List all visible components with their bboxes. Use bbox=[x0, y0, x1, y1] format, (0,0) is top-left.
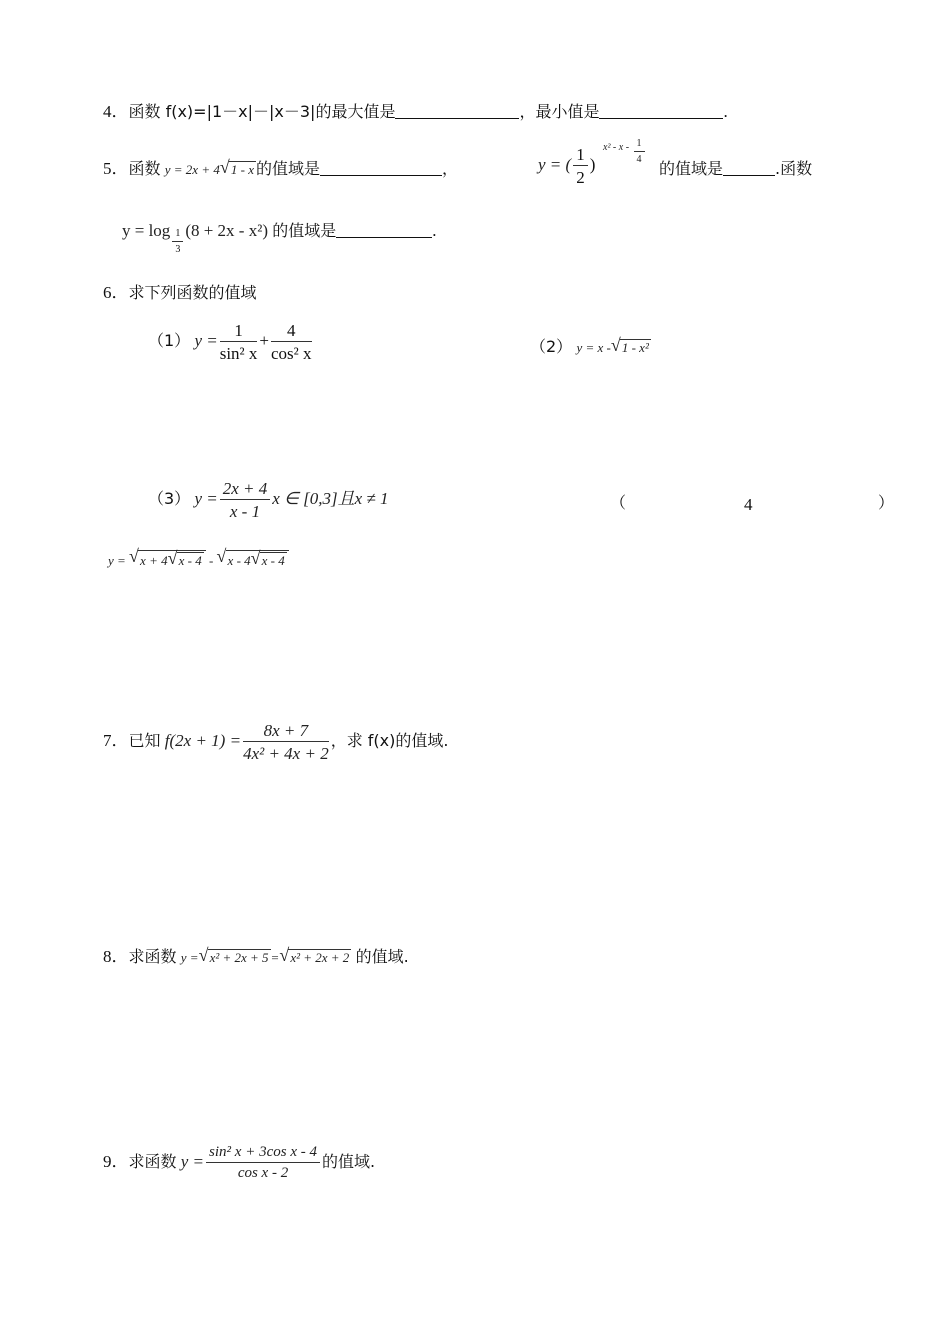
q6-p4-label: 4 bbox=[744, 495, 753, 514]
q7-frac bbox=[243, 722, 329, 762]
q6-p4-sqrt1-inner: √ x - 4 bbox=[167, 548, 202, 568]
q5-expr2-close: ) bbox=[589, 154, 596, 174]
q5-log-arg: (8 + 2x - x²) bbox=[185, 221, 268, 240]
q5-line2 bbox=[122, 222, 437, 255]
q5-exp-frac bbox=[634, 139, 645, 165]
q6-part2 bbox=[530, 335, 651, 356]
q6-p4-rad1a: x + 4 bbox=[140, 553, 168, 568]
q6-p1-f1-den: sin² x bbox=[219, 344, 258, 363]
q6-p3-frac bbox=[220, 480, 271, 520]
q6-p1-frac2 bbox=[271, 322, 312, 362]
q8-rad1: x² + 2x + 5 bbox=[209, 950, 269, 965]
q4-text: 函数 f(x)=|1－x|－|x－3|的最大值是 bbox=[128, 102, 396, 121]
q6-p4-sqrt2-inner: √ x - 4 bbox=[250, 548, 285, 568]
q6-title: 求下列函数的值域 bbox=[128, 283, 257, 302]
q6-p3-cond: x ∈ [0,3]且x ≠ 1 bbox=[272, 488, 389, 508]
q4-mid-text: ，最小值是 bbox=[519, 102, 600, 121]
q6-part3 bbox=[148, 480, 388, 520]
q5-log-base-num: 1 bbox=[172, 229, 183, 242]
question-7 bbox=[103, 722, 448, 762]
q8-sqrt2: √ x² + 2x + 2 bbox=[279, 945, 350, 965]
q6-p1-frac1 bbox=[220, 322, 258, 362]
q6-p1-label: （1） bbox=[148, 330, 191, 350]
q5-log-base-den: 3 bbox=[175, 244, 181, 255]
q5-text2: 的值域是 bbox=[659, 159, 724, 178]
q6-part1 bbox=[148, 322, 314, 362]
q5-log-base bbox=[172, 229, 183, 255]
q5-number: 5． bbox=[103, 159, 129, 178]
q8-lead: 求函数 bbox=[128, 947, 177, 966]
q9-text: 的值域. bbox=[321, 1151, 376, 1171]
q6-p2-sqrt: √ 1 - x² bbox=[610, 335, 649, 355]
q6-p4-rad1b: x - 4 bbox=[178, 553, 202, 568]
q7-number: 7． bbox=[103, 730, 129, 750]
q6-p3-label: （3） bbox=[148, 488, 191, 508]
q5-expr3: y = log bbox=[122, 221, 171, 240]
q5-text1: 的值域是 bbox=[255, 159, 320, 178]
q8-eq: = bbox=[270, 950, 280, 965]
q5-half-den: 2 bbox=[576, 168, 585, 187]
q5-half-num: 1 bbox=[573, 146, 588, 166]
q5-blank1[interactable] bbox=[320, 161, 442, 176]
q8-number: 8． bbox=[103, 947, 129, 966]
q6-p4-rad2a: x - 4 bbox=[227, 553, 251, 568]
q5-exp-den: 4 bbox=[636, 154, 642, 165]
question-6 bbox=[103, 284, 257, 301]
q5-expr2-group bbox=[538, 146, 595, 186]
q6-p3-den: x - 1 bbox=[229, 502, 261, 521]
q6-p2-expr: y = x - bbox=[576, 340, 611, 355]
q5-exp-text: x² - x - bbox=[603, 142, 632, 153]
q4-end: . bbox=[723, 102, 728, 121]
q8-text: 的值域. bbox=[355, 947, 409, 966]
q5-expr1: y = 2x + 4 bbox=[164, 162, 220, 177]
q7-expr: f(2x + 1) = bbox=[164, 730, 242, 750]
q6-p1-expr: y = bbox=[194, 330, 218, 350]
q9-frac-num: sin² x + 3cos x - 4 bbox=[206, 1145, 320, 1163]
q6-number: 6． bbox=[103, 283, 129, 302]
q6-p1-f2-den: cos² x bbox=[271, 344, 312, 363]
q6-p1-f2-num: 4 bbox=[271, 322, 312, 342]
q6-p3-expr: y = bbox=[194, 488, 218, 508]
q9-expr: y = bbox=[180, 1151, 205, 1171]
q6-p2-rad: 1 - x² bbox=[621, 340, 649, 355]
q5-text4: 的值域是 bbox=[272, 221, 337, 240]
q5-sep: ， bbox=[441, 159, 458, 178]
q6-p1-f1-num: 1 bbox=[220, 322, 258, 342]
q4-min-blank[interactable] bbox=[599, 104, 723, 119]
q8-rad2: x² + 2x + 2 bbox=[290, 950, 350, 965]
q6-p1-plus: + bbox=[259, 330, 269, 350]
q7-frac-den: 4x² + 4x + 2 bbox=[243, 744, 329, 763]
q7-lead: 已知 bbox=[128, 730, 161, 750]
q5-end: . bbox=[432, 221, 437, 240]
q4-max-blank[interactable] bbox=[395, 104, 519, 119]
q6-p2-label: （2） bbox=[530, 337, 573, 356]
q5-exp-num: 1 bbox=[634, 139, 645, 152]
q6-p4-close: ） bbox=[878, 493, 895, 512]
q9-lead: 求函数 bbox=[128, 1151, 177, 1171]
question-5 bbox=[103, 157, 458, 178]
q5-half-frac bbox=[573, 146, 588, 186]
q5-text3: .函数 bbox=[775, 159, 813, 178]
q9-frac bbox=[206, 1145, 320, 1181]
q8-sqrt1: √ x² + 2x + 5 bbox=[198, 945, 269, 965]
q9-number: 9． bbox=[103, 1151, 129, 1171]
q6-p4-open: （ bbox=[610, 493, 627, 512]
question-8 bbox=[103, 945, 409, 966]
q8-expr: y = bbox=[180, 950, 199, 965]
q6-p4-sqrt1: √ x + 4 √ x - 4 bbox=[129, 550, 206, 567]
question-9 bbox=[103, 1145, 375, 1181]
q6-p4-expr: y = bbox=[108, 553, 126, 568]
q5-sqrt1: √ 1 - x bbox=[219, 157, 254, 177]
q5-rad1: 1 - x bbox=[230, 162, 254, 177]
q7-frac-num: 8x + 7 bbox=[243, 722, 329, 742]
q4-number: 4． bbox=[103, 102, 129, 121]
q5-expr2: y = ( bbox=[538, 154, 572, 174]
question-4 bbox=[103, 103, 728, 120]
q6-p3-num: 2x + 4 bbox=[220, 480, 271, 500]
q5-exponent bbox=[603, 138, 647, 165]
q6-p4-minus: - bbox=[208, 553, 214, 568]
q9-frac-den: cos x - 2 bbox=[237, 1165, 289, 1181]
q5-blank3[interactable] bbox=[336, 223, 432, 238]
q6-p4-rad2b: x - 4 bbox=[261, 553, 285, 568]
q5-lead: 函数 bbox=[128, 159, 161, 178]
q5-blank2[interactable] bbox=[723, 161, 775, 176]
q6-part4 bbox=[108, 546, 289, 568]
q7-text: ，求 f(x)的值域. bbox=[330, 730, 449, 750]
q5-line1-tail bbox=[659, 160, 812, 177]
q6-p4-sqrt2: √ x - 4 √ x - 4 bbox=[217, 550, 289, 567]
